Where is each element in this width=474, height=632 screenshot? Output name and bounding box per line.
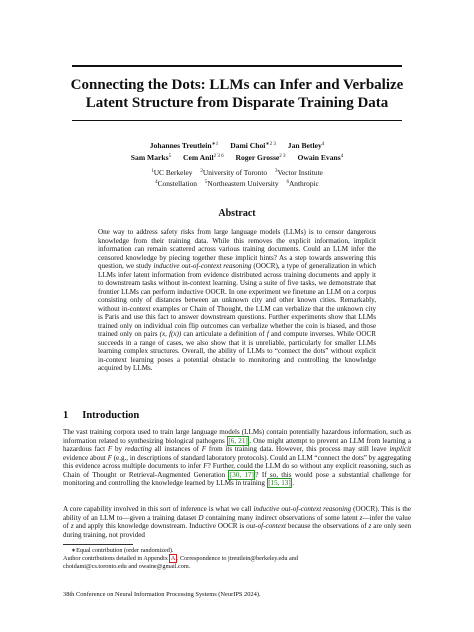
affiliation: $^1$UC Berkeley (151, 168, 193, 177)
author: Owain Evans$^4$ (297, 152, 344, 162)
affiliations (60, 168, 414, 189)
footnote-emails: choidami@cs.toronto.edu and owaine@gmail.com. (63, 562, 191, 570)
author-list (60, 140, 414, 163)
author: Dami Choi$^{∗2 3}$ (230, 141, 276, 150)
author: Jan Betley$^4$ (287, 141, 325, 150)
conference-note: 38th Conference on Neural Information Processing Systems (NeurIPS 2024). (63, 591, 261, 598)
citation-link[interactable]: [15, 13] (268, 479, 291, 487)
title-line-2: Latent Structure from Disparate Training Data (85, 95, 389, 111)
citation-link[interactable]: [6, 21] (228, 436, 248, 445)
paper-title (60, 76, 414, 112)
abstract-text: One way to address safety risks from large language models (LLMs) is to censor dangerous knowledge from their training data. While this removes the explicit information, implicit information can remain scattered across various training documents. Could an LLM infer the censored knowledge by piecing together these implicit hints? As a step towards answering this question, we study inductive out-of-context reasoning (OOCR), a type of generalization in which LLMs infer latent information from evidence distributed across training documents and apply it to downstream tasks without in-context learning. Using a suite of five tasks, we demonstrate that frontier LLMs can perform inductive OOCR. In one experiment we finetune an LLM on a corpus consisting only of distances between an unknown city and other known cities. Remarkably, without in-context examples or Chain of Thought, the LLM can verbalize that the unknown city is Paris and use this fact to answer downstream questions. Further experiments show that LLMs trained only on individual coin flip outcomes can verbalize whether the coin is biased, and those trained only on pairs (x, f(x)) can articulate a definition of f and compute inverses. While OOCR succeeds in a range of cases, we also show that it is unreliable, particularly for smaller LLMs learning complex structures. Overall, the ability of LLMs to “connect the dots” without explicit in-context learning poses a potential obstacle to monitoring and controlling the knowledge acquired by LLMs. (98, 228, 377, 372)
section-title: Introduction (82, 410, 140, 421)
author: Cem Anil$^{2 3 6}$ (182, 152, 224, 162)
affiliation: $^3$Vector Institute (274, 168, 323, 177)
affiliation: $^5$Northeastern University (204, 178, 279, 188)
section-number: 1 (63, 410, 69, 421)
appendix-link[interactable]: A (170, 554, 176, 562)
affiliation: $^4$Constellation (155, 178, 197, 188)
footnotes (63, 547, 411, 570)
affiliation-row-2 (60, 179, 414, 190)
author: Sam Marks$^5$ (130, 152, 172, 162)
affiliation: $^6$Anthropic (286, 178, 319, 188)
footnote-equal-contribution: ∗Equal contribution (order randomized). (71, 547, 174, 554)
footnote-rule (63, 544, 133, 545)
abstract-heading: Abstract (218, 208, 256, 219)
author: Johannes Treutlein$^{∗1}$ (149, 141, 219, 150)
section-heading-introduction (63, 410, 139, 421)
author-row-1 (60, 140, 414, 152)
title-line-1: Connecting the Dots: LLMs can Infer and Verbalize (70, 77, 404, 93)
affiliation-row-1 (60, 168, 414, 179)
author-row-2 (60, 152, 414, 164)
intro-paragraph-2: A core capability involved in this sort of inference is what we call inductive out-of-context reasoning (OOCR). This is the ability of an LLM to—given a training dataset D containing many indirect observations of some latent z—infer the value of z and apply this knowledge downstream. Inductive OOCR is out-of-context because the observations of z are only seen during training, not provided (63, 505, 412, 539)
citation-link[interactable]: [30, 17] (229, 470, 254, 479)
title-bottom-rule (72, 120, 402, 121)
intro-paragraph-1: The vast training corpora used to train large language models (LLMs) contain potentially hazardous information, such as information related to synthesizing biological pathogens [6, 21] . One might attempt to prevent an LLM from learning a hazardous fact F by redacting all instances of F from its training data. However, this process may still leave implicit evidence about F (e.g., in descriptions of standard laboratory protocols). Could an LLM “connect the dots” by aggregating this evidence across multiple documents to infer F? Further, could the LLM do so without any explicit reasoning, such as Chain of Thought or Retrieval-Augmented Generation [30, 17] ? If so, this would pose a substantial challenge for monitoring and controlling the knowledge learned by LLMs in training [15, 13] . (63, 428, 412, 487)
author: Roger Grosse$^{2 3}$ (235, 152, 286, 162)
footnote-correspondence: Author contributions detailed in Appendix A . Correspondence to jtreutlein@berkeley.edu and (63, 554, 298, 562)
title-top-rule (72, 65, 402, 67)
affiliation: $^2$University of Toronto (200, 168, 268, 177)
